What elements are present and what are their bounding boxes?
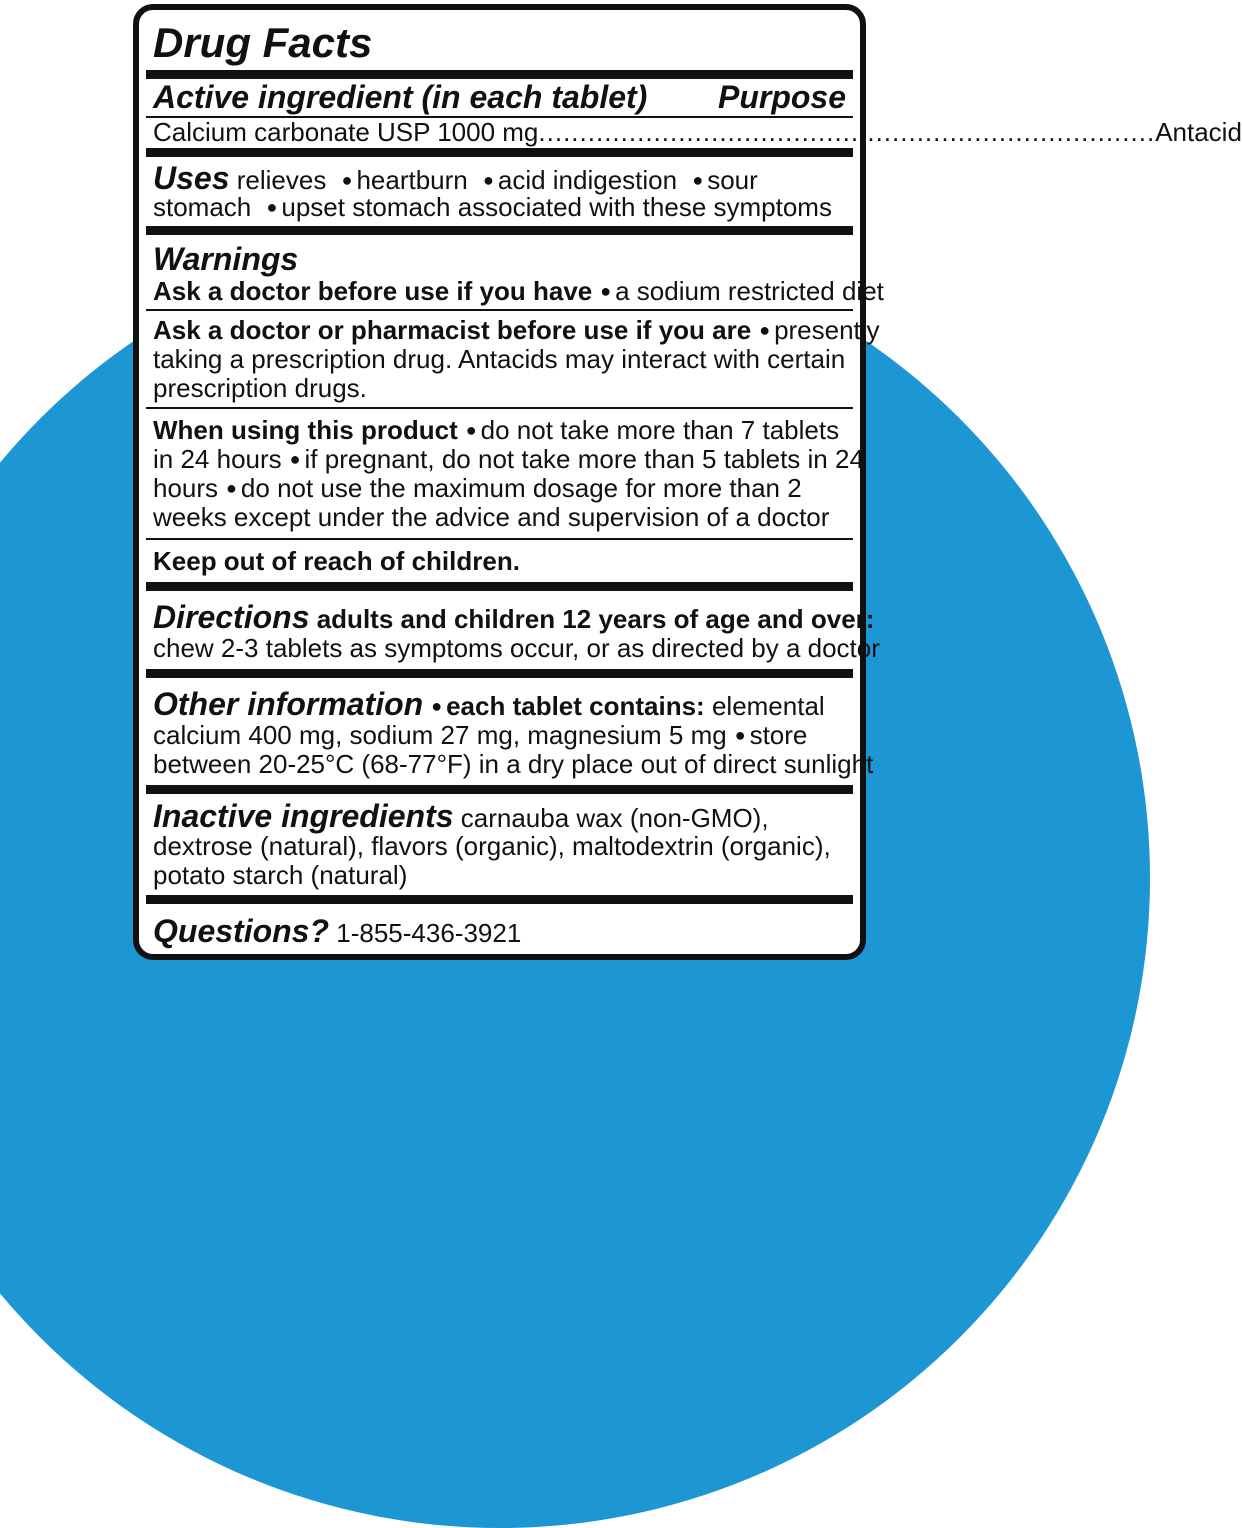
- warnings-when-using-2: [153, 444, 864, 474]
- dot-leader: ...........................................................................: [538, 117, 1156, 147]
- other-info-heading: Other information: [153, 686, 424, 722]
- warnings-ask-pharmacist-2: taking a prescription drug. Antacids may interact with certain: [153, 344, 846, 374]
- bullet-icon: ●: [226, 478, 237, 498]
- inactive-text: carnauba wax (non-GMO),: [460, 803, 769, 833]
- inactive-heading: Inactive ingredients: [153, 798, 454, 834]
- active-ingredient-purpose: Antacid: [1155, 117, 1242, 147]
- bullet-icon: ●: [482, 170, 494, 190]
- warnings-when-using-1: [153, 416, 846, 445]
- drug-facts-title: Drug Facts: [153, 19, 373, 66]
- warnings-ask-pharmacist-3: prescription drugs.: [153, 373, 367, 403]
- bullet-icon: ●: [289, 449, 301, 469]
- when-using-label: When using this product: [153, 415, 458, 445]
- questions-phone: 1-855-436-3921: [336, 918, 522, 948]
- uses-line-1: [153, 161, 846, 195]
- directions-label: adults and children 12 years of age and over:: [316, 604, 875, 634]
- when-using-item: if pregnant, do not take more than 5 tablets in 24: [304, 444, 864, 474]
- when-using-item: do not take more than 7 tablets: [480, 415, 840, 445]
- questions-line: [153, 914, 846, 948]
- directions-line-1: [153, 599, 875, 635]
- other-info-text: calcium 400 mg, sodium 27 mg, magnesium 5 mg: [153, 720, 727, 750]
- ask-doctor-label: Ask a doctor before use if you have: [153, 276, 593, 306]
- divider: [146, 309, 853, 311]
- ask-doctor-item: a sodium restricted diet: [615, 276, 884, 306]
- uses-line-2: [153, 193, 846, 222]
- when-using-item: do not use the maximum dosage for more than 2: [240, 473, 802, 503]
- drug-facts-panel: [133, 4, 1242, 960]
- active-ingredient-row: [153, 117, 1242, 147]
- warnings-when-using-3: [153, 474, 846, 503]
- uses-heading: Uses: [153, 160, 230, 196]
- when-using-text: hours: [153, 473, 219, 503]
- active-ingredient-name: Calcium carbonate USP 1000 mg: [153, 117, 539, 147]
- divider: [146, 148, 853, 157]
- bullet-icon: ●: [431, 696, 443, 716]
- other-info-label: each tablet contains:: [446, 691, 705, 721]
- other-info-line-3: between 20-25°C (68-77°F) in a dry place out of direct sunlight: [153, 749, 874, 779]
- bullet-icon: ●: [759, 320, 771, 340]
- divider: [146, 407, 853, 409]
- bullet-icon: ●: [600, 281, 612, 301]
- divider: [146, 582, 853, 591]
- uses-item: stomach: [153, 192, 252, 222]
- inactive-line-2: dextrose (natural), flavors (organic), maltodextrin (organic),: [153, 831, 831, 861]
- active-ingredient-heading: Active ingredient (in each tablet): [153, 79, 648, 115]
- questions-heading: Questions?: [153, 913, 330, 949]
- bullet-icon: ●: [734, 725, 746, 745]
- bullet-icon: ●: [341, 170, 353, 190]
- bullet-icon: ●: [465, 420, 477, 440]
- ask-pharmacist-label: Ask a doctor or pharmacist before use if you are: [153, 315, 752, 345]
- purpose-heading: Purpose: [717, 79, 846, 115]
- other-info-line-2: [153, 721, 846, 750]
- directions-text: chew 2-3 tablets as symptoms occur, or as directed by a doctor: [153, 633, 880, 663]
- other-info-text: elemental: [711, 691, 825, 721]
- directions-heading: Directions: [153, 599, 310, 635]
- uses-item: sour: [707, 165, 758, 195]
- inactive-line-1: [153, 799, 846, 833]
- when-using-text: in 24 hours: [153, 444, 282, 474]
- inactive-line-3: potato starch (natural): [153, 860, 408, 890]
- warnings-when-using-4: weeks except under the advice and supervision of a doctor: [153, 502, 830, 532]
- keep-out-of-reach: Keep out of reach of children.: [153, 546, 520, 576]
- divider: [146, 895, 853, 904]
- divider: [146, 538, 853, 540]
- warnings-ask-doctor: [153, 276, 884, 306]
- divider: [146, 226, 853, 235]
- active-ingredient-header-row: [153, 80, 846, 116]
- warnings-ask-pharmacist-1: [153, 315, 880, 345]
- bullet-icon: ●: [692, 170, 704, 190]
- divider: [146, 785, 853, 794]
- warnings-heading: Warnings: [153, 241, 299, 277]
- other-info-text: store: [749, 720, 808, 750]
- uses-item: upset stomach associated with these symptoms: [281, 192, 832, 222]
- uses-intro: relieves: [236, 165, 327, 195]
- divider: [146, 669, 853, 678]
- divider: [146, 70, 853, 79]
- ask-pharmacist-item: presently: [774, 315, 880, 345]
- other-info-line-1: [153, 687, 846, 721]
- uses-item: acid indigestion: [497, 165, 678, 195]
- bullet-icon: ●: [266, 197, 278, 217]
- uses-item: heartburn: [356, 165, 468, 195]
